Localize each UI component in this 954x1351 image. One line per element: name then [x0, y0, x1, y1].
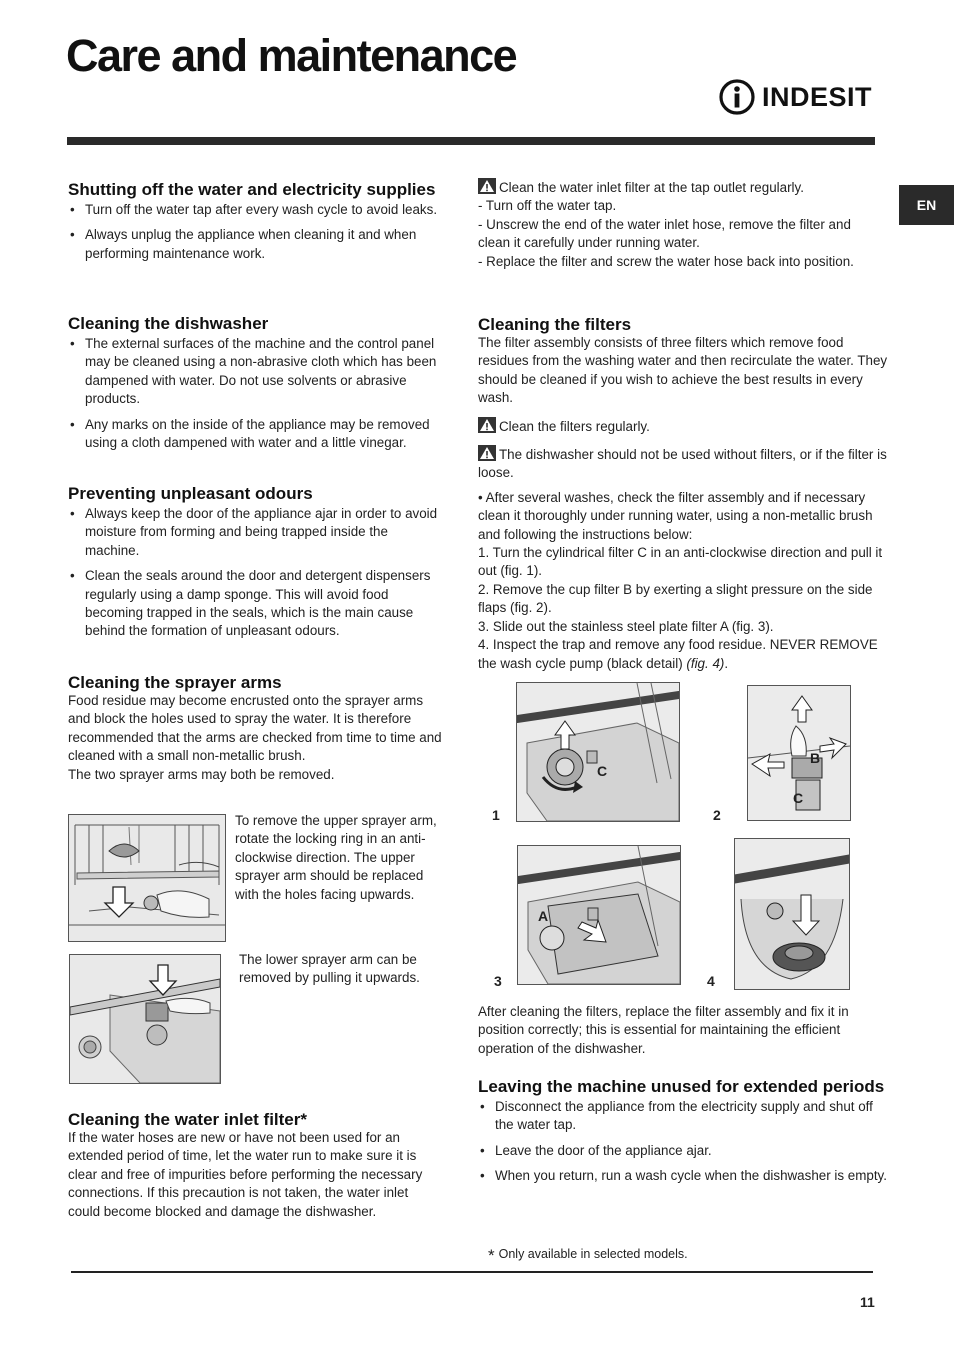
list-item: • Always keep the door of the appliance ajar in order to avoid moisture from forming and being trapped inside the machine.: [68, 505, 443, 560]
section-heading: Cleaning the sprayer arms: [68, 673, 282, 692]
section-heading: Preventing unpleasant odours: [68, 484, 313, 503]
instruction-line: - Turn off the water tap.: [478, 198, 617, 214]
brand-logo: [718, 79, 872, 115]
step-1: 1. Turn the cylindrical filter C in an anti-clockwise direction and pull it out (fig. 1).: [478, 545, 883, 579]
instruction-line: - Unscrew the end of the water inlet hose, remove the filter and clean it carefully under running water.: [478, 216, 851, 251]
warning-text: The dishwasher should not be used without filters, or if the filter is loose.: [478, 447, 887, 481]
upper-sprayer-illustration: [69, 815, 225, 941]
figure-3-number: 3: [494, 973, 502, 989]
paragraph: Food residue may become encrusted onto the sprayer arms and block the holes used to spray the water. It is therefore recommended that the arms are checked from time to time and cleaned with a small non-metallic brush.: [68, 693, 442, 764]
step-4-text: 4. Inspect the trap and remove any food residue. NEVER REMOVE the wash cycle pump (black detail): [478, 637, 878, 671]
footnote-star: *: [488, 1246, 495, 1265]
list-item: • Turn off the water tap after every wash cycle to avoid leaks.: [68, 201, 443, 219]
section-heading: Cleaning the dishwasher: [68, 314, 269, 333]
list-item: • The external surfaces of the machine and the control panel may be cleaned using a non-abrasive cloth which has been dampened with water. Do not use solvents or abrasive products.: [68, 335, 443, 409]
step-4-fig-ref: (fig. 4): [686, 655, 725, 671]
figure-2-label-c: C: [793, 790, 804, 806]
section-unused: [478, 1077, 888, 1193]
figure-1-label-c: C: [597, 763, 608, 779]
step-2: 2. Remove the cup filter B by exerting a slight pressure on the side flaps (fig. 2).: [478, 581, 873, 616]
warning-icon: [478, 178, 496, 194]
paragraph: The two sprayer arms may both be removed.: [68, 766, 335, 782]
figure-1-illustration: [517, 683, 679, 821]
section-cleaning-dishwasher: [68, 314, 443, 459]
footer-rule: [71, 1271, 873, 1273]
language-tab: EN: [899, 185, 954, 225]
section-odours: [68, 484, 443, 648]
warning-text: Clean the filters regularly.: [499, 418, 650, 434]
section-inlet-instructions: [478, 178, 873, 271]
step-4: [478, 636, 888, 673]
list-item: • Leave the door of the appliance ajar.: [478, 1142, 888, 1160]
section-heading: Leaving the machine unused for extended periods: [478, 1077, 885, 1096]
brand-name: INDESIT: [762, 81, 873, 112]
list-item: • When you return, run a wash cycle when the dishwasher is empty.: [478, 1167, 888, 1185]
figure-1-cylindrical-filter: [516, 682, 680, 822]
footnote-text: Only available in selected models.: [498, 1247, 688, 1261]
lower-sprayer-illustration: [70, 955, 220, 1083]
warning-text: Clean the water inlet filter at the tap outlet regularly.: [499, 180, 804, 195]
paragraph: If the water hoses are new or have not been used for an extended period of time, let the water run to make sure it is clear and free of impurities before performing the necessary connections. If this precaution is not taken, the water inlet could become blocked and damage the dishwasher.: [68, 1130, 423, 1219]
list-item: • Any marks on the inside of the appliance may be removed using a cloth dampened with water and a little vinegar.: [68, 416, 443, 453]
warning-icon: [478, 417, 496, 433]
section-shutting-off: [68, 180, 443, 270]
section-heading: Cleaning the filters: [478, 315, 632, 334]
figure-4-number: 4: [707, 973, 715, 989]
step-4-end: .: [724, 655, 729, 671]
brand-logo-icon: [718, 78, 756, 116]
bullet-list: [68, 505, 443, 641]
figure-lower-sprayer: [69, 954, 221, 1084]
list-item: • Clean the seals around the door and detergent dispensers regularly using a damp sponge. This will avoid food becoming trapped in the seals, which is the main cause behind the formation of unpleasant odours.: [68, 567, 443, 641]
lower-sprayer-caption: The lower sprayer arm can be removed by pulling it upwards.: [239, 952, 420, 986]
section-heading: Cleaning the water inlet filter*: [68, 1110, 307, 1129]
figure-2-number: 2: [713, 807, 721, 823]
list-item: • Always unplug the appliance when cleaning it and when performing maintenance work.: [68, 226, 443, 263]
page-title: Care and maintenance: [66, 30, 517, 81]
warning-line: [478, 445, 888, 483]
list-item: • Disconnect the appliance from the electricity supply and shut off the water tap.: [478, 1098, 888, 1135]
figure-4-illustration: [735, 839, 849, 989]
upper-sprayer-caption: To remove the upper sprayer arm, rotate the locking ring in an anti-clockwise direction. The upper sprayer arm should be replaced with the holes facing upwards.: [235, 813, 437, 902]
header-rule: [67, 137, 875, 145]
warning-icon: [478, 445, 496, 461]
bullet-list: [478, 1098, 888, 1186]
warning-line: [478, 417, 888, 436]
section-heading: Shutting off the water and electricity supplies: [68, 180, 436, 199]
footnote: [488, 1246, 688, 1266]
section-water-inlet-filter: [68, 1110, 443, 1221]
section-cleaning-filters: [478, 315, 888, 673]
paragraph: The filter assembly consists of three filters which remove food residues from the washing water and then recirculate the water. They should be cleaned if you wish to achieve the best results in every wash.: [478, 335, 888, 406]
figure-3-label-a: A: [538, 908, 549, 924]
bullet-list: [68, 201, 443, 263]
figure-4-trap: [734, 838, 850, 990]
figure-1-number: 1: [492, 807, 500, 823]
after-cleaning-paragraph: [478, 1003, 883, 1058]
bullet-list: [68, 335, 443, 452]
page-number: 11: [860, 1294, 875, 1310]
section-sprayer-arms: [68, 673, 443, 784]
warning-line: [478, 178, 873, 197]
step-3: 3. Slide out the stainless steel plate filter A (fig. 3).: [478, 618, 774, 634]
paragraph: After cleaning the filters, replace the filter assembly and fix it in position correctly; this is essential for maintaining the efficient operation of the dishwasher.: [478, 1004, 849, 1056]
instruction-line: - Replace the filter and screw the water hose back into position.: [478, 253, 854, 269]
figure-upper-sprayer: [68, 814, 226, 942]
figure-2-label-b: B: [810, 750, 821, 766]
steps-intro: • After several washes, check the filter assembly and if necessary clean it thoroughly under running water, using a non-metallic brush and following the instructions below:: [478, 489, 873, 542]
